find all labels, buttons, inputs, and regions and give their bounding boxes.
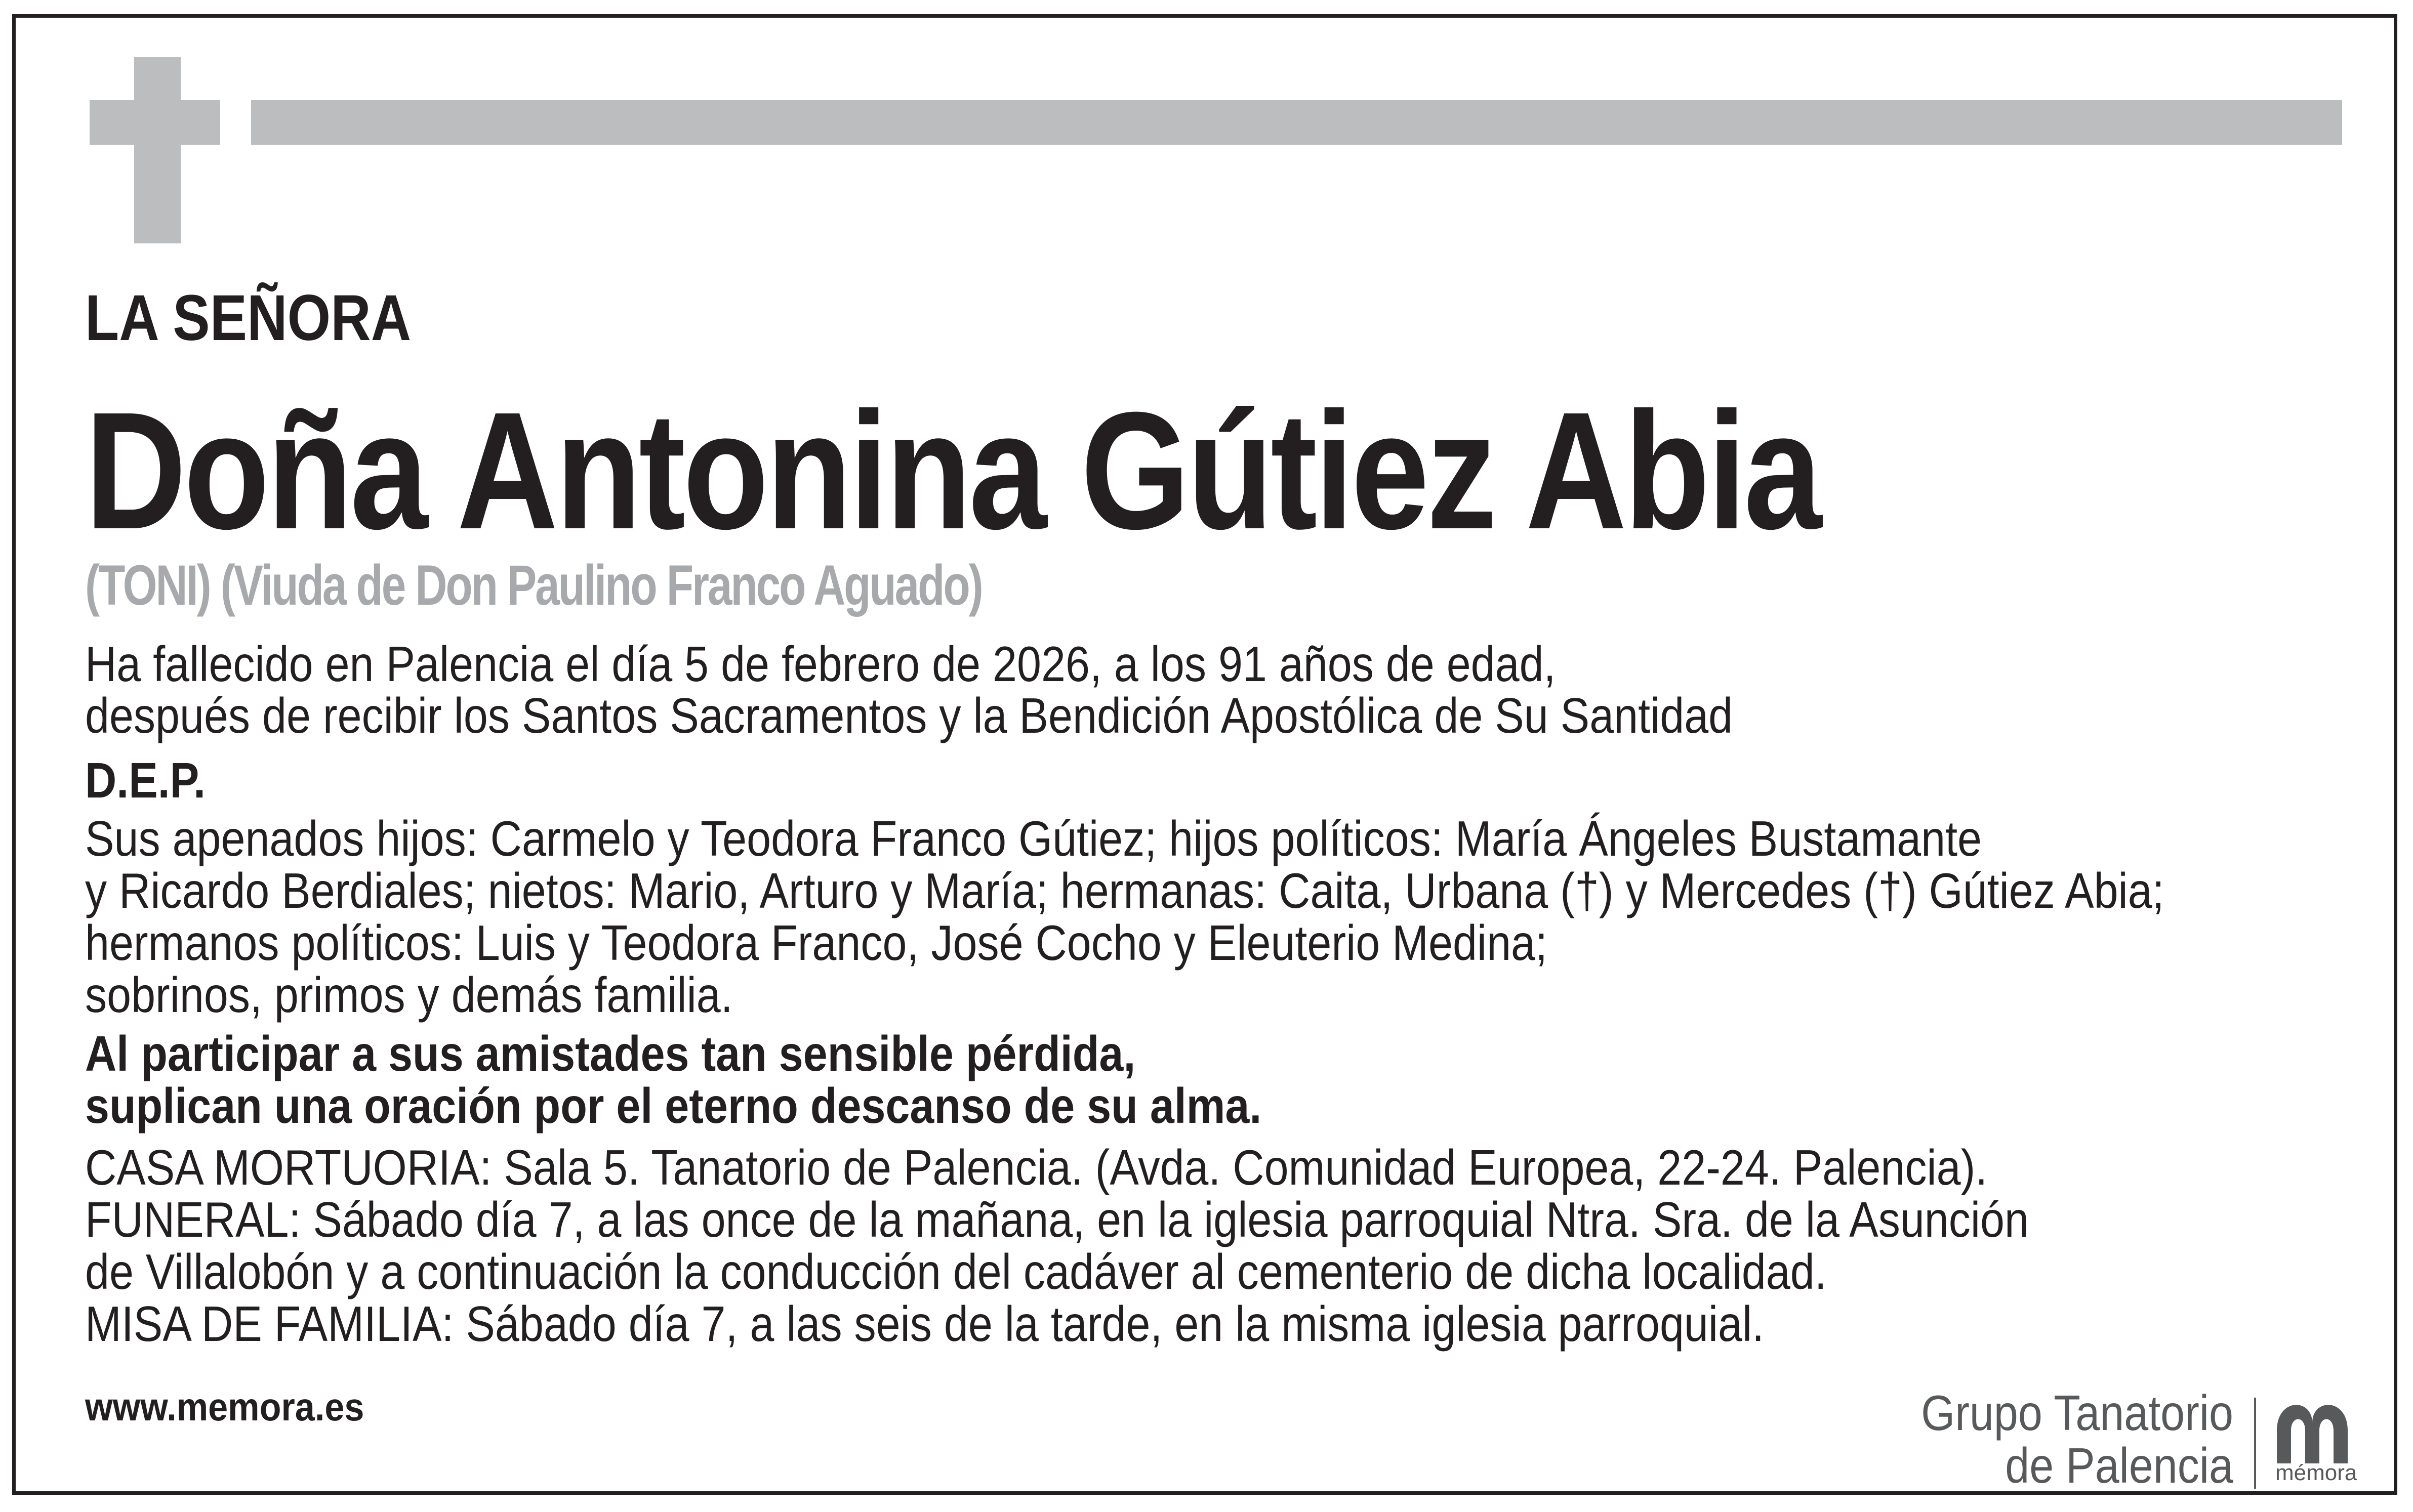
company-name (1921, 1387, 2233, 1492)
website-link[interactable]: www.memora.es (85, 1384, 364, 1429)
closing-line: suplican una oración por el eterno descanso de su alma. (85, 1078, 1262, 1133)
body-line: y Ricardo Berdiales; nietos: Mario, Arturo y María; hermanas: Caita, Urbana (†) y Mercedes (†) Gútiez Abia; (85, 863, 2164, 918)
deceased-name: Doña Antonina Gútiez Abia (85, 377, 1820, 564)
dep-line: D.E.P. (85, 752, 206, 808)
body-line: sobrinos, primos y demás familia. (85, 967, 733, 1023)
closing-line: Al participar a sus amistades tan sensible pérdida, (85, 1026, 1136, 1081)
company-line-2: de Palencia (2005, 1438, 2233, 1493)
brand-name: mémora (2275, 1460, 2357, 1485)
company-line-1: Grupo Tanatorio (1921, 1385, 2233, 1441)
cross-icon-arm (90, 100, 220, 145)
body-line: Ha fallecido en Palencia el día 5 de febrero de 2026, a los 91 años de edad, (85, 636, 1556, 692)
cross-icon (134, 57, 181, 243)
deceased-subtitle: (TONI) (Viuda de Don Paulino Franco Aguado) (85, 554, 982, 617)
body-line: FUNERAL: Sábado día 7, a las once de la mañana, en la iglesia parroquial Ntra. Sra. de la Asunción (85, 1192, 2029, 1247)
body-line: MISA DE FAMILIA: Sábado día 7, a las seis de la tarde, en la misma iglesia parroquial. (85, 1296, 1765, 1352)
body-line: CASA MORTUORIA: Sala 5. Tanatorio de Palencia. (Avda. Comunidad Europea, 22-24. Palencia). (85, 1140, 1988, 1195)
memora-logo-icon (2277, 1403, 2348, 1463)
logo-divider (2254, 1398, 2256, 1489)
body-line: Sus apenados hijos: Carmelo y Teodora Franco Gútiez; hijos políticos: María Ángeles Bustamante (85, 811, 1982, 866)
lead-title: LA SEÑORA (85, 282, 412, 354)
body-line: después de recibir los Santos Sacramentos y la Bendición Apostólica de Su Santidad (85, 688, 1733, 743)
body-line: de Villalobón y a continuación la conducción del cadáver al cementerio de dicha localidad. (85, 1244, 1827, 1299)
body-line: hermanos políticos: Luis y Teodora Franco, José Cocho y Eleuterio Medina; (85, 915, 1547, 971)
header-bar (251, 100, 2342, 145)
